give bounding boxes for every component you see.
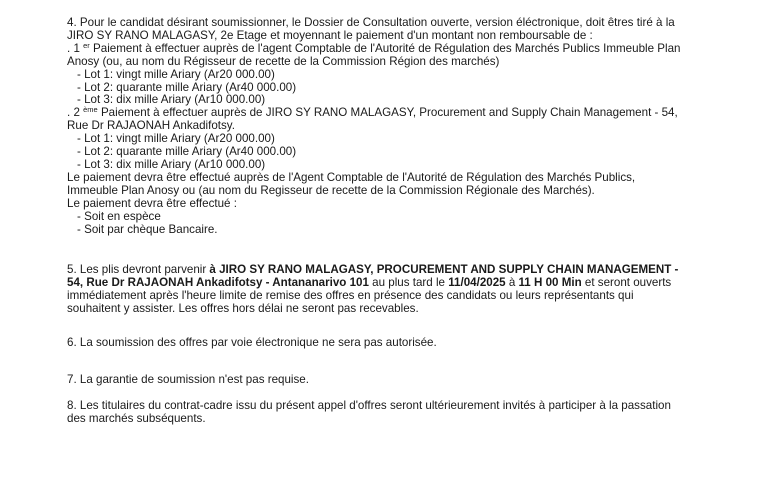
- lot-line: - Lot 2: quarante mille Ariary (Ar40 000.00): [77, 80, 297, 94]
- section-5: [67, 264, 709, 316]
- payment-1-ordinal: er: [83, 40, 90, 50]
- section-6: [67, 337, 709, 350]
- payment-2-text: Paiement à effectuer auprès de JIRO SY RANO MALAGASY, Procurement and Supply Chain Management - 54,: [97, 106, 678, 120]
- lot-line: - Lot 1: vingt mille Ariary (Ar20 000.00): [77, 132, 275, 146]
- lot-line: - Lot 3: dix mille Ariary (Ar10 000.00): [77, 93, 266, 107]
- payment-1-line-1: [67, 40, 709, 56]
- deadline-time: 11 H 00 Min: [518, 275, 582, 289]
- section-5-lead: 5. Les plis devront parvenir: [67, 263, 210, 276]
- delivery-address-line-2: 54, Rue Dr RAJAONAH Ankadifotsy - Antananarivo 101: [67, 275, 369, 289]
- payment-recipient-line-1: Le paiement devra être effectué auprès de l'Agent Comptable de l'Autorité de Régulation des Marchés Publics,: [67, 170, 636, 184]
- payment-mode: - Soit par chèque Bancaire.: [77, 222, 218, 236]
- payment-1-number: . 1: [67, 41, 80, 55]
- deadline-prefix: au plus tard le: [368, 275, 449, 289]
- deadline-date: 11/04/2025: [448, 275, 506, 289]
- section-8-line-1: 8. Les titulaires du contrat-cadre issu du présent appel d'offres seront ultérieurement invités à participer à la passation: [67, 399, 671, 412]
- section-5-line-2: [67, 277, 709, 290]
- section-8: [67, 400, 709, 426]
- payment-1-text: Paiement à effectuer auprès de l'agent Comptable de l'Autorité de Régulation des Marchés Publics Immeuble Plan: [89, 41, 681, 55]
- payment-mode: - Soit en espèce: [77, 209, 161, 223]
- payment-2-number: . 2: [67, 106, 80, 120]
- lot-line: - Lot 2: quarante mille Ariary (Ar40 000.00): [77, 145, 297, 159]
- section-4-intro-line-2: JIRO SY RANO MALAGASY, 2e Etage et moyennant le paiement d'un montant non remboursable de :: [67, 28, 593, 42]
- delivery-address-line-1: à JIRO SY RANO MALAGASY, PROCUREMENT AND SUPPLY CHAIN MANAGEMENT -: [209, 263, 679, 276]
- section-5-line-4: souhaitent y assister. Les offres hors délai ne seront pas recevables.: [67, 301, 419, 315]
- payment-1-line-2: Anosy (ou, au nom du Régisseur de recette de la Commission Région des marchés): [67, 54, 500, 68]
- section-6-text: 6. La soumission des offres par voie électronique ne sera pas autorisée.: [67, 336, 437, 349]
- payment-recipient-line-2: Immeuble Plan Anosy ou (au nom du Regisseur de recette de la Commission Régionale des Marchés).: [67, 183, 595, 197]
- lot-line: - Lot 3: dix mille Ariary (Ar10 000.00): [77, 157, 266, 171]
- section-7: [67, 374, 709, 387]
- section-7-text: 7. La garantie de soumission n'est pas requise.: [67, 373, 309, 386]
- deadline-join: à: [505, 275, 519, 289]
- section-5-line-3: immédiatement après l'heure limite de remise des offres en présence des candidats ou leurs représentants qui: [67, 288, 634, 302]
- payment-mode-intro: Le paiement devra être effectué :: [67, 196, 237, 210]
- payment-2-line-2: Rue Dr RAJAONAH Ankadifotsy.: [67, 119, 235, 133]
- section-4-intro-line-1: 4. Pour le candidat désirant soumissionner, le Dossier de Consultation ouverte, version éléctronique, doit êtres tiré à la: [67, 16, 675, 29]
- section-8-line-2: des marchés subséquents.: [67, 411, 206, 425]
- lot-line: - Lot 1: vingt mille Ariary (Ar20 000.00): [77, 67, 275, 81]
- section-4: [67, 17, 709, 236]
- opening-text: et seront ouverts: [581, 275, 672, 289]
- payment-2-ordinal: ème: [83, 105, 98, 115]
